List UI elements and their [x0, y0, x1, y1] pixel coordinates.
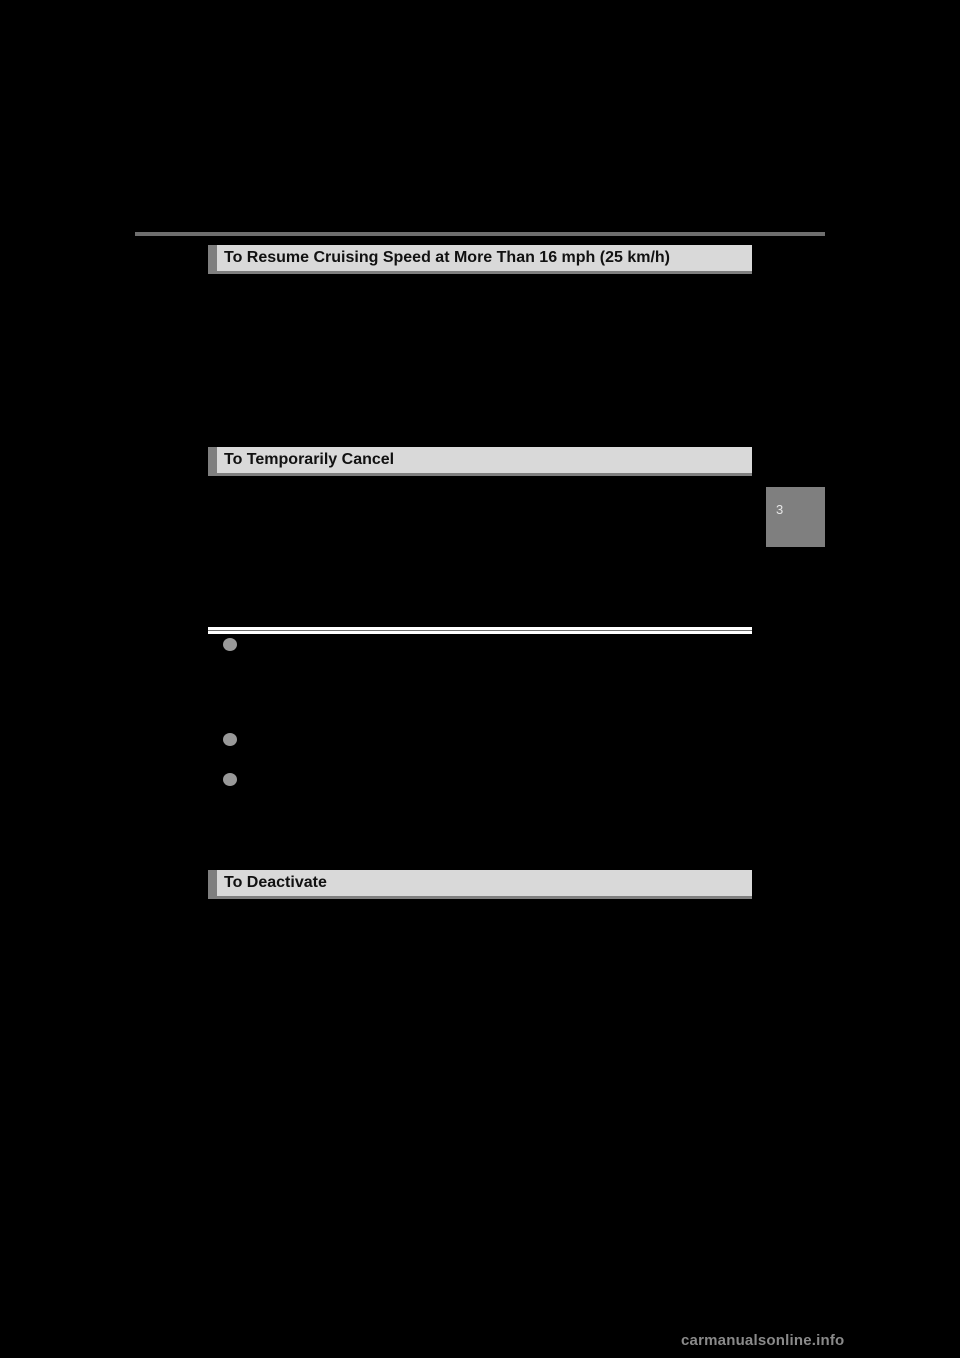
section-title: To Temporarily Cancel: [224, 451, 395, 468]
section-header-resume-cruising-speed: [208, 245, 752, 274]
bullet-icon: [223, 773, 237, 786]
bullet-icon: [223, 638, 237, 651]
section-title: To Deactivate: [224, 874, 327, 891]
watermark: carmanualsonline.info: [681, 1332, 845, 1349]
section-title: To Resume Cruising Speed at More Than 16 mph (25 km/h): [224, 249, 671, 266]
section-header-temporarily-cancel: [208, 447, 752, 476]
page-top-rule: [135, 232, 825, 236]
chapter-tab: [766, 487, 825, 547]
bullet-icon: [223, 733, 237, 746]
section-header-deactivate: [208, 870, 752, 899]
notes-divider: [208, 627, 752, 634]
chapter-number: 3: [776, 502, 784, 517]
